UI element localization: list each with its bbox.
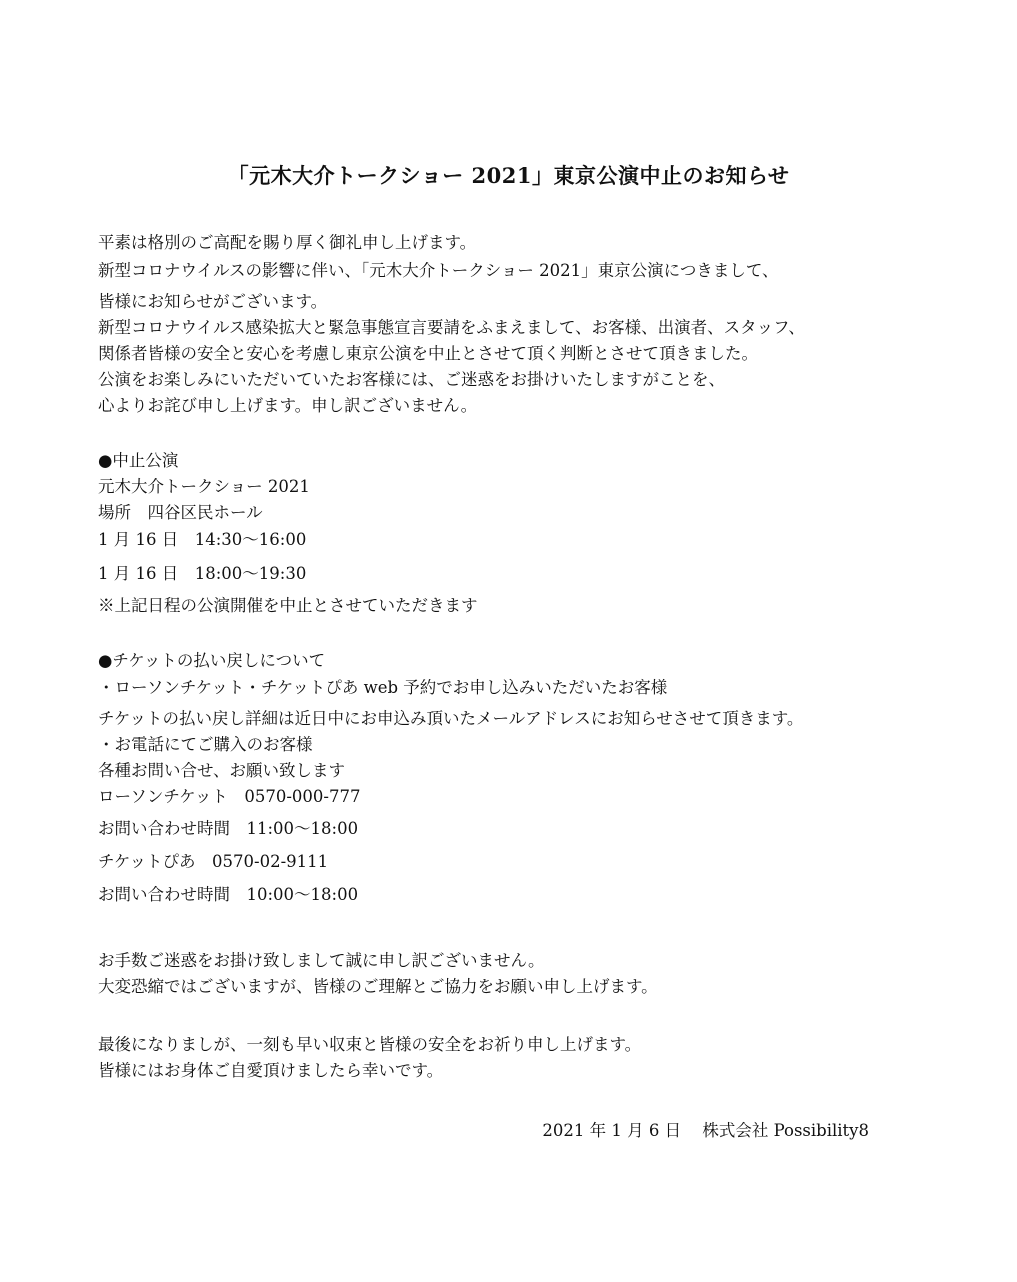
online-customers: ・ローソンチケット・チケットぴあ web 予約でお申し込みいただいたお客様 (98, 678, 668, 697)
intro-line: 公演をお楽しみにいただいていたお客様には、ご迷惑をお掛けいたしますがことを、 (98, 370, 725, 389)
venue: 場所 四谷区民ホール (98, 503, 263, 522)
online-refund-detail: チケットの払い戻し詳細は近日中にお申込み頂いたメールアドレスにお知らせさせて頂きます。 (98, 709, 804, 728)
cancellation-note: ※上記日程の公演開催を中止とさせていただきます (98, 596, 478, 615)
phone-inquiry-detail: 各種お問い合せ、お願い致します (98, 761, 346, 780)
apology-line: 大変恐縮ではございますが、皆様のご理解とご協力をお願い申し上げます。 (98, 977, 658, 996)
closing-line: 皆様にはお身体ご自愛頂けましたら幸いです。 (98, 1061, 444, 1080)
event-name: 元木大介トークショー 2021 (98, 477, 310, 496)
company-name: 株式会社 Possibility8 (702, 1121, 869, 1140)
intro-paragraph (98, 230, 958, 418)
phone-customers: ・お電話にてご購入のお客様 (98, 735, 313, 754)
pia-inquiry-hours: お問い合わせ時間 10:00〜18:00 (98, 885, 359, 904)
section-heading: ●チケットの払い戻しについて (98, 651, 326, 670)
refund-section (98, 648, 958, 907)
ticket-pia-phone: チケットぴあ 0570-02-9111 (98, 852, 329, 871)
intro-line: 皆様にお知らせがございます。 (98, 292, 328, 311)
performance-date: 1 月 16 日 18:00〜19:30 (98, 564, 307, 583)
performance-date: 1 月 16 日 14:30〜16:00 (98, 530, 307, 549)
intro-line: 平素は格別のご高配を賜り厚く御礼申し上げます。 (98, 233, 477, 252)
apology-paragraph (98, 948, 958, 999)
cancelled-performance-section (98, 448, 958, 618)
intro-line: 新型コロナウイルスの影響に伴い、「元木大介トークショー 2021」東京公演につきまして、 (98, 261, 779, 280)
intro-line: 心よりお詫び申し上げます。申し訳ございません。 (98, 396, 478, 415)
closing-paragraph (98, 1032, 958, 1083)
issue-date: 2021 年 1 月 6 日 (542, 1121, 682, 1140)
section-heading: ●中止公演 (98, 451, 179, 470)
signature-line (542, 1117, 869, 1141)
lawson-inquiry-hours: お問い合わせ時間 11:00〜18:00 (98, 819, 359, 838)
page-title: 「元木大介トークショー 2021」東京公演中止のお知らせ (227, 163, 790, 188)
closing-line: 最後になりましが、一刻も早い収束と皆様の安全をお祈り申し上げます。 (98, 1035, 642, 1054)
lawson-ticket-phone: ローソンチケット 0570-000-777 (98, 787, 361, 806)
intro-line: 関係者皆様の安全と安心を考慮し東京公演を中止とさせて頂く判断とさせて頂きました。 (98, 344, 758, 363)
intro-line: 新型コロナウイルス感染拡大と緊急事態宣言要請をふまえまして、お客様、出演者、スタッフ、 (98, 318, 805, 337)
apology-line: お手数ご迷惑をお掛け致しまして誠に申し訳ございません。 (98, 951, 545, 970)
